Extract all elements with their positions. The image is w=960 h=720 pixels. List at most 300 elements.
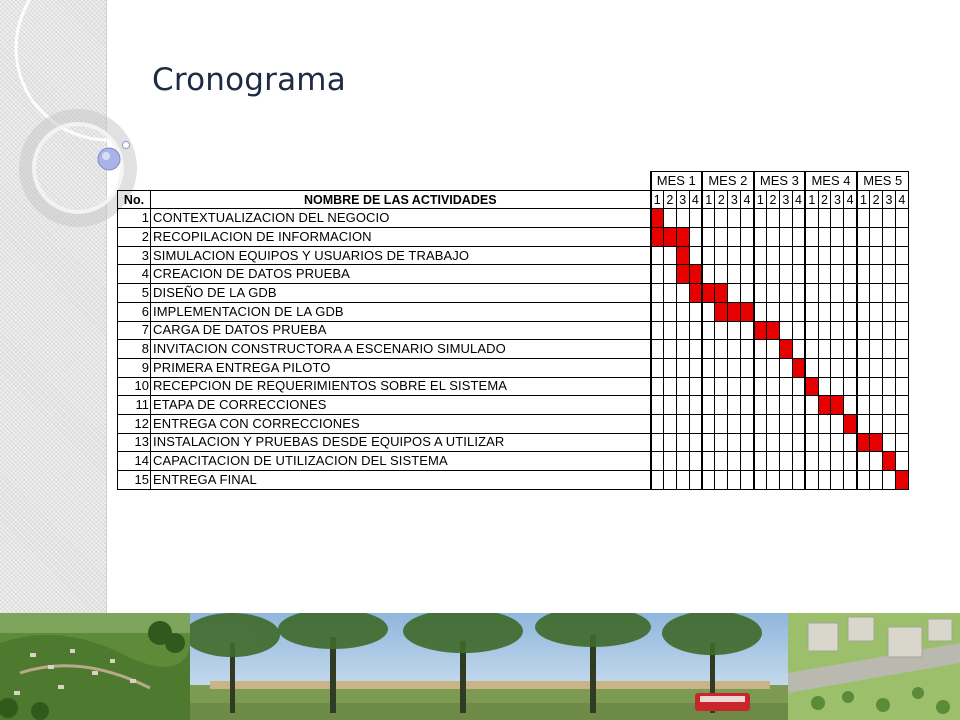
activity-row [118, 302, 909, 321]
gantt-cell [676, 302, 689, 321]
gantt-cell [651, 396, 664, 415]
activity-name: CREACION DE DATOS PRUEBA [151, 265, 651, 284]
banner-photo-urban-render [788, 613, 960, 720]
gantt-cell [831, 209, 844, 228]
gantt-cell [663, 209, 676, 228]
gantt-cell-active [870, 433, 883, 452]
gantt-cell [883, 471, 896, 490]
gantt-cell [689, 302, 702, 321]
gantt-cell [831, 321, 844, 340]
schedule-table [117, 171, 909, 490]
col-no-header: No. [118, 190, 151, 209]
week-number: 2 [870, 190, 883, 209]
gantt-cell [895, 265, 908, 284]
gantt-cell [792, 246, 805, 265]
activity-number: 14 [118, 452, 151, 471]
week-number: 4 [689, 190, 702, 209]
gantt-cell [870, 340, 883, 359]
activity-row [118, 396, 909, 415]
gantt-cell [767, 209, 780, 228]
gantt-cell [883, 321, 896, 340]
gantt-cell [754, 340, 767, 359]
gantt-cell [792, 209, 805, 228]
gantt-cell [779, 396, 792, 415]
gantt-cell [870, 228, 883, 247]
activity-row [118, 340, 909, 359]
gantt-cell [831, 414, 844, 433]
gantt-cell [728, 340, 741, 359]
gantt-cell [844, 377, 857, 396]
gantt-cell-active [792, 358, 805, 377]
gantt-cell [741, 284, 754, 303]
gantt-cell [805, 471, 818, 490]
gantt-cell [805, 321, 818, 340]
gantt-cell [702, 471, 715, 490]
gantt-cell [728, 471, 741, 490]
gantt-cell [792, 265, 805, 284]
activity-number: 3 [118, 246, 151, 265]
gantt-cell [702, 358, 715, 377]
gantt-cell [870, 471, 883, 490]
gantt-cell [792, 340, 805, 359]
gantt-cell [702, 302, 715, 321]
activity-number: 4 [118, 265, 151, 284]
gantt-cell-active [676, 228, 689, 247]
gantt-cell [792, 471, 805, 490]
gantt-cell-active [651, 228, 664, 247]
column-header-row [118, 190, 909, 209]
month-header: MES 3 [754, 172, 806, 191]
gantt-cell [663, 452, 676, 471]
month-header: MES 1 [651, 172, 703, 191]
page-title: Cronograma [152, 62, 346, 98]
gantt-cell [689, 433, 702, 452]
gantt-cell [715, 340, 728, 359]
activity-number: 6 [118, 302, 151, 321]
activity-name: ETAPA DE CORRECCIONES [151, 396, 651, 415]
week-number: 1 [805, 190, 818, 209]
gantt-cell [805, 358, 818, 377]
activity-name: CARGA DE DATOS PRUEBA [151, 321, 651, 340]
gantt-cell [741, 396, 754, 415]
activity-name: RECOPILACION DE INFORMACION [151, 228, 651, 247]
gantt-cell [895, 414, 908, 433]
activity-number: 10 [118, 377, 151, 396]
gantt-cell [767, 377, 780, 396]
gantt-cell [689, 396, 702, 415]
activity-row [118, 246, 909, 265]
gantt-cell [702, 246, 715, 265]
gantt-cell [857, 265, 870, 284]
week-number: 3 [728, 190, 741, 209]
gantt-cell-active [663, 228, 676, 247]
month-header: MES 4 [805, 172, 857, 191]
gantt-cell [728, 358, 741, 377]
gantt-cell [741, 471, 754, 490]
gantt-cell [831, 284, 844, 303]
gantt-cell [663, 246, 676, 265]
week-number: 4 [741, 190, 754, 209]
gantt-cell [779, 471, 792, 490]
gantt-cell [883, 284, 896, 303]
gantt-cell [844, 265, 857, 284]
gantt-cell [792, 414, 805, 433]
gantt-cell [831, 265, 844, 284]
gantt-cell [870, 302, 883, 321]
gantt-cell [895, 228, 908, 247]
activity-number: 9 [118, 358, 151, 377]
gantt-cell [883, 246, 896, 265]
gantt-cell [676, 358, 689, 377]
gantt-cell [844, 321, 857, 340]
gantt-cell [895, 340, 908, 359]
gantt-cell [895, 321, 908, 340]
gantt-cell [741, 414, 754, 433]
gantt-cell [844, 302, 857, 321]
gantt-cell [857, 358, 870, 377]
activity-row [118, 209, 909, 228]
week-number: 2 [715, 190, 728, 209]
gantt-cell-active [767, 321, 780, 340]
gantt-cell [844, 471, 857, 490]
gantt-cell-active [741, 302, 754, 321]
gantt-cell [702, 321, 715, 340]
gantt-cell-active [844, 414, 857, 433]
gantt-cell [805, 265, 818, 284]
gantt-cell-active [754, 321, 767, 340]
gantt-cell [805, 246, 818, 265]
gantt-cell [857, 340, 870, 359]
gantt-cell [792, 321, 805, 340]
week-number: 1 [651, 190, 664, 209]
gantt-cell [728, 209, 741, 228]
gantt-cell [883, 302, 896, 321]
gantt-cell [857, 471, 870, 490]
activity-row [118, 321, 909, 340]
gantt-cell [779, 246, 792, 265]
gantt-cell [702, 396, 715, 415]
activity-row [118, 414, 909, 433]
gantt-cell [883, 358, 896, 377]
gantt-cell [651, 377, 664, 396]
gantt-cell [741, 452, 754, 471]
gantt-cell [767, 302, 780, 321]
gantt-cell [805, 396, 818, 415]
gantt-cell [779, 265, 792, 284]
gantt-cell [741, 377, 754, 396]
gantt-cell-active [831, 396, 844, 415]
activity-row [118, 265, 909, 284]
gantt-cell [651, 414, 664, 433]
activity-name: INVITACION CONSTRUCTORA A ESCENARIO SIMULADO [151, 340, 651, 359]
gantt-cell [702, 377, 715, 396]
gantt-cell [754, 396, 767, 415]
gantt-cell [792, 452, 805, 471]
gantt-cell [844, 284, 857, 303]
gantt-cell [883, 377, 896, 396]
gantt-cell [767, 433, 780, 452]
activity-number: 2 [118, 228, 151, 247]
gantt-cell [663, 302, 676, 321]
activity-row [118, 433, 909, 452]
gantt-cell [741, 246, 754, 265]
gantt-cell [715, 265, 728, 284]
gantt-cell [870, 284, 883, 303]
gantt-cell [651, 433, 664, 452]
gantt-cell [741, 433, 754, 452]
gantt-cell [767, 471, 780, 490]
gantt-cell [651, 321, 664, 340]
gantt-cell-active [779, 340, 792, 359]
gantt-cell-active [702, 284, 715, 303]
gantt-cell [767, 340, 780, 359]
activity-name: ENTREGA CON CORRECCIONES [151, 414, 651, 433]
gantt-cell [818, 265, 831, 284]
gantt-cell [870, 321, 883, 340]
week-number: 2 [767, 190, 780, 209]
gantt-cell [715, 452, 728, 471]
gantt-cell [651, 284, 664, 303]
gantt-cell [689, 471, 702, 490]
gantt-cell [689, 452, 702, 471]
activity-name: PRIMERA ENTREGA PILOTO [151, 358, 651, 377]
gantt-cell [870, 246, 883, 265]
gantt-cell [728, 452, 741, 471]
gantt-cell [805, 302, 818, 321]
gantt-cell [676, 414, 689, 433]
gantt-cell [754, 358, 767, 377]
gantt-cell [895, 452, 908, 471]
gantt-cell [870, 358, 883, 377]
gantt-cell [767, 396, 780, 415]
gantt-cell [663, 321, 676, 340]
gantt-cell [883, 433, 896, 452]
gantt-cell [779, 321, 792, 340]
gantt-cell [728, 396, 741, 415]
gantt-cell [818, 471, 831, 490]
gantt-cell [676, 284, 689, 303]
month-header: MES 2 [702, 172, 754, 191]
gantt-cell [715, 321, 728, 340]
week-number: 3 [831, 190, 844, 209]
gantt-cell [715, 246, 728, 265]
activity-name: SIMULACION EQUIPOS Y USUARIOS DE TRABAJO [151, 246, 651, 265]
gantt-cell [663, 340, 676, 359]
gantt-cell [818, 358, 831, 377]
gantt-cell [715, 209, 728, 228]
activity-number: 1 [118, 209, 151, 228]
gantt-cell [831, 358, 844, 377]
gantt-cell [663, 396, 676, 415]
gantt-cell-active [805, 377, 818, 396]
gantt-cell [754, 265, 767, 284]
gantt-cell [831, 433, 844, 452]
gantt-cell [779, 377, 792, 396]
gantt-cell [792, 396, 805, 415]
gantt-cell [805, 209, 818, 228]
activity-name: ENTREGA FINAL [151, 471, 651, 490]
gantt-cell [676, 340, 689, 359]
gantt-cell [741, 321, 754, 340]
gantt-cell [728, 377, 741, 396]
banner-photo-aerial-village [0, 613, 190, 720]
gantt-cell [663, 377, 676, 396]
gantt-cell [844, 433, 857, 452]
activity-row [118, 284, 909, 303]
gantt-cell [857, 284, 870, 303]
gantt-cell [754, 302, 767, 321]
gantt-cell [651, 302, 664, 321]
gantt-cell [689, 246, 702, 265]
gantt-cell-active [895, 471, 908, 490]
gantt-cell [857, 321, 870, 340]
gantt-cell [883, 414, 896, 433]
gantt-cell [651, 340, 664, 359]
gantt-cell [792, 302, 805, 321]
gantt-cell [779, 433, 792, 452]
gantt-cell [715, 396, 728, 415]
gantt-cell [689, 321, 702, 340]
gantt-cell [676, 377, 689, 396]
gantt-cell [857, 302, 870, 321]
gantt-cell [883, 396, 896, 415]
activity-row [118, 377, 909, 396]
gantt-cell [702, 433, 715, 452]
gantt-cell [870, 265, 883, 284]
gantt-cell [883, 209, 896, 228]
gantt-cell [779, 302, 792, 321]
gantt-cell [792, 284, 805, 303]
gantt-cell [792, 228, 805, 247]
gantt-cell [651, 358, 664, 377]
gantt-cell [663, 414, 676, 433]
activity-number: 12 [118, 414, 151, 433]
gantt-cell [831, 340, 844, 359]
gantt-cell [754, 228, 767, 247]
gantt-cell [895, 209, 908, 228]
gantt-cell [767, 246, 780, 265]
gantt-cell-active [715, 302, 728, 321]
gantt-cell [895, 302, 908, 321]
col-activity-header: NOMBRE DE LAS ACTIVIDADES [151, 190, 651, 209]
gantt-cell [728, 414, 741, 433]
gantt-cell [676, 321, 689, 340]
gantt-cell [818, 209, 831, 228]
gantt-cell [831, 228, 844, 247]
activity-number: 13 [118, 433, 151, 452]
gantt-cell [728, 228, 741, 247]
activity-row [118, 358, 909, 377]
gantt-cell [702, 265, 715, 284]
gantt-cell [779, 414, 792, 433]
gantt-cell [870, 396, 883, 415]
gantt-cell-active [818, 396, 831, 415]
gantt-cell [767, 265, 780, 284]
week-number: 1 [754, 190, 767, 209]
gantt-cell [805, 284, 818, 303]
week-number: 3 [676, 190, 689, 209]
gantt-cell [767, 414, 780, 433]
gantt-cell [663, 358, 676, 377]
gantt-cell [818, 246, 831, 265]
week-number: 4 [844, 190, 857, 209]
gantt-cell [651, 246, 664, 265]
gantt-cell [831, 471, 844, 490]
gantt-cell [754, 414, 767, 433]
week-number: 4 [792, 190, 805, 209]
activity-name: DISEÑO DE LA GDB [151, 284, 651, 303]
gantt-cell [702, 209, 715, 228]
activity-name: CONTEXTUALIZACION DEL NEGOCIO [151, 209, 651, 228]
gantt-cell [857, 246, 870, 265]
gantt-cell [883, 228, 896, 247]
gantt-cell [818, 414, 831, 433]
gantt-cell [844, 340, 857, 359]
gantt-cell [844, 358, 857, 377]
activity-number: 5 [118, 284, 151, 303]
gantt-cell [663, 284, 676, 303]
gantt-cell-active [651, 209, 664, 228]
gantt-cell [689, 377, 702, 396]
month-header: MES 5 [857, 172, 909, 191]
gantt-cell [779, 284, 792, 303]
gantt-cell [715, 471, 728, 490]
gantt-cell-active [689, 284, 702, 303]
gantt-cell [767, 284, 780, 303]
gantt-cell [728, 246, 741, 265]
gantt-cell [818, 340, 831, 359]
gantt-cell [792, 433, 805, 452]
activity-number: 8 [118, 340, 151, 359]
activity-row [118, 471, 909, 490]
gantt-cell [895, 396, 908, 415]
gantt-cell [715, 228, 728, 247]
gantt-cell [818, 228, 831, 247]
gantt-cell [831, 377, 844, 396]
gantt-cell [818, 433, 831, 452]
gantt-cell [779, 358, 792, 377]
gantt-cell [883, 340, 896, 359]
gantt-cell [651, 265, 664, 284]
activity-name: RECEPCION DE REQUERIMIENTOS SOBRE EL SISTEMA [151, 377, 651, 396]
gantt-cell-active [676, 265, 689, 284]
gantt-cell [857, 414, 870, 433]
gantt-cell-active [883, 452, 896, 471]
gantt-cell [805, 340, 818, 359]
gantt-cell [715, 414, 728, 433]
gantt-cell [676, 452, 689, 471]
activity-name: IMPLEMENTACION DE LA GDB [151, 302, 651, 321]
week-number: 1 [857, 190, 870, 209]
gantt-cell [715, 377, 728, 396]
gantt-cell [702, 414, 715, 433]
gantt-cell [895, 246, 908, 265]
gantt-cell [831, 452, 844, 471]
gantt-cell [663, 471, 676, 490]
gantt-cell [676, 396, 689, 415]
gantt-cell [779, 452, 792, 471]
gantt-cell [715, 358, 728, 377]
gantt-cell [844, 228, 857, 247]
gantt-cell [844, 452, 857, 471]
gantt-cell [754, 209, 767, 228]
month-header-row [118, 172, 909, 191]
gantt-cell [857, 209, 870, 228]
gantt-cell [844, 209, 857, 228]
gantt-cell [741, 265, 754, 284]
gantt-cell [741, 340, 754, 359]
gantt-cell [689, 414, 702, 433]
